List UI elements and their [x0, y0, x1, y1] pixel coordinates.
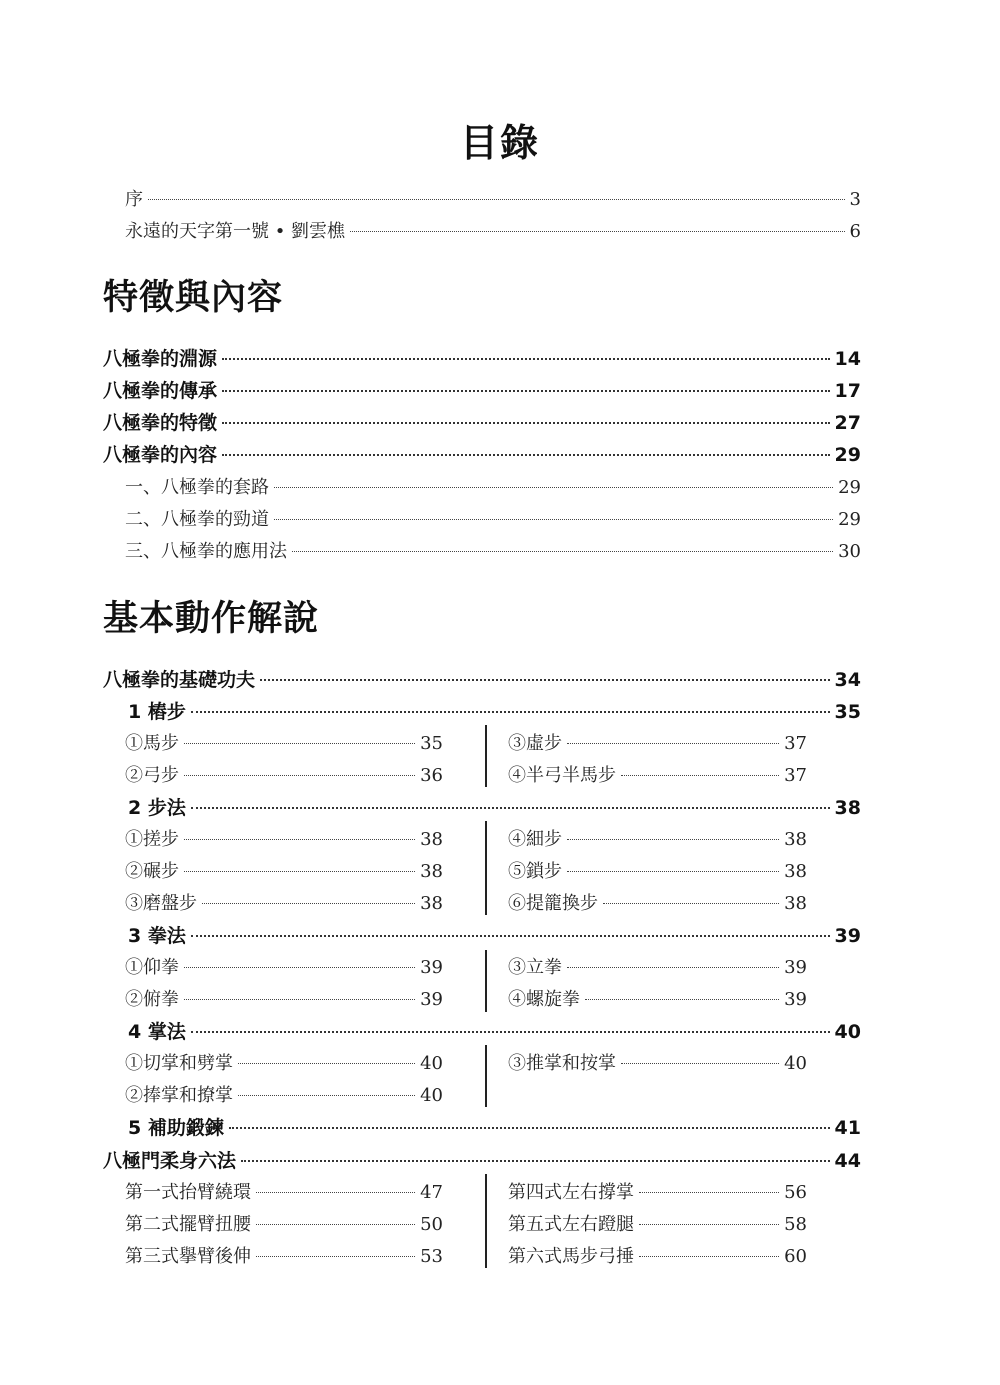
entry-page: 3	[849, 189, 861, 210]
entry-label: 第四式左右撐掌	[508, 1182, 634, 1203]
toc-entry[interactable]	[128, 921, 861, 948]
entry-label: ②捧掌和撩掌	[125, 1085, 233, 1106]
entry-page: 38	[834, 797, 861, 819]
entry-label: 第五式左右蹬腿	[508, 1214, 634, 1235]
leader-dots	[567, 743, 779, 744]
leader-dots	[603, 903, 779, 904]
toc-entry[interactable]	[125, 825, 443, 851]
entry-label: 八極拳的特徵	[103, 412, 218, 434]
leader-dots	[148, 199, 845, 200]
entry-page: 14	[834, 348, 861, 370]
leader-dots	[621, 775, 779, 776]
entry-label: 八極拳的基礎功夫	[103, 669, 256, 691]
entry-page: 39	[420, 989, 443, 1010]
leader-dots	[229, 1127, 830, 1129]
leader-dots	[184, 871, 415, 872]
leader-dots	[639, 1192, 779, 1193]
toc-entry[interactable]	[508, 1242, 807, 1268]
leader-dots	[256, 1256, 415, 1257]
entry-page: 47	[420, 1182, 443, 1203]
leader-dots	[567, 839, 779, 840]
entry-page: 44	[834, 1150, 861, 1172]
entry-page: 30	[838, 541, 861, 562]
leader-dots	[260, 679, 830, 681]
toc-entry[interactable]	[508, 761, 807, 787]
toc-entry[interactable]	[125, 985, 443, 1011]
entry-label: ①馬步	[125, 733, 179, 754]
entry-page: 38	[784, 893, 807, 914]
toc-entry[interactable]	[125, 185, 861, 211]
leader-dots	[639, 1224, 779, 1225]
entry-label: ⑥提籠換步	[508, 893, 598, 914]
entry-label: ①切掌和劈掌	[125, 1053, 233, 1074]
entry-label: 3 拳法	[128, 925, 186, 947]
column-divider	[485, 1174, 487, 1268]
entry-label: 八極門柔身六法	[103, 1150, 237, 1172]
leader-dots	[191, 807, 830, 809]
entry-label: ④半弓半馬步	[508, 765, 616, 786]
entry-page: 38	[784, 829, 807, 850]
leader-dots	[191, 935, 830, 937]
toc-entry[interactable]	[508, 1178, 807, 1204]
toc-entry[interactable]	[128, 697, 861, 724]
entry-page: 39	[784, 989, 807, 1010]
entry-page: 29	[834, 444, 861, 466]
entry-label: ①仰拳	[125, 957, 179, 978]
entry-page: 35	[834, 701, 861, 723]
entry-page: 39	[784, 957, 807, 978]
leader-dots	[222, 358, 830, 360]
entry-label: ④細步	[508, 829, 562, 850]
entry-page: 37	[784, 733, 807, 754]
leader-dots	[350, 231, 844, 232]
entry-page: 60	[784, 1246, 807, 1267]
leader-dots	[222, 454, 830, 456]
toc-entry[interactable]	[103, 1146, 861, 1173]
entry-page: 29	[838, 477, 861, 498]
entry-label: 序	[125, 189, 143, 210]
toc-entry[interactable]	[125, 473, 861, 499]
leader-dots	[202, 903, 415, 904]
leader-dots	[222, 422, 830, 424]
entry-label: ③立拳	[508, 957, 562, 978]
toc-entry[interactable]	[125, 857, 443, 883]
entry-page: 58	[784, 1214, 807, 1235]
leader-dots	[639, 1256, 779, 1257]
entry-page: 38	[420, 861, 443, 882]
toc-entry[interactable]	[128, 793, 861, 820]
column-divider	[485, 1045, 487, 1107]
entry-label: ①搓步	[125, 829, 179, 850]
entry-label: ②弓步	[125, 765, 179, 786]
leader-dots	[567, 871, 779, 872]
entry-label: ④螺旋拳	[508, 989, 580, 1010]
leader-dots	[585, 999, 779, 1000]
entry-label: ⑤鎖步	[508, 861, 562, 882]
entry-label: ③虛步	[508, 733, 562, 754]
entry-page: 41	[834, 1117, 861, 1139]
leader-dots	[184, 743, 415, 744]
toc-entry[interactable]	[125, 1178, 443, 1204]
leader-dots	[621, 1063, 779, 1064]
entry-page: 39	[420, 957, 443, 978]
entry-label: ③磨盤步	[125, 893, 197, 914]
entry-label: 4 掌法	[128, 1021, 186, 1043]
section-heading: 基本動作解說	[103, 599, 320, 639]
entry-label: ③推掌和按掌	[508, 1053, 616, 1074]
entry-label: 第三式擧臂後伸	[125, 1246, 251, 1267]
leader-dots	[292, 551, 833, 552]
entry-page: 34	[834, 669, 861, 691]
entry-label: 第一式抬臂繞環	[125, 1182, 251, 1203]
toc-entry[interactable]	[508, 857, 807, 883]
entry-label: ②俯拳	[125, 989, 179, 1010]
leader-dots	[274, 519, 833, 520]
entry-label: 八極拳的內容	[103, 444, 218, 466]
toc-entry[interactable]	[103, 440, 861, 467]
toc-entry[interactable]	[125, 761, 443, 787]
toc-entry[interactable]	[125, 1049, 443, 1075]
entry-label: 第二式擺臂扭腰	[125, 1214, 251, 1235]
entry-label: 5 補助鍛鍊	[128, 1117, 224, 1139]
entry-label: ②碾步	[125, 861, 179, 882]
toc-entry[interactable]	[125, 889, 443, 915]
leader-dots	[184, 839, 415, 840]
entry-page: 36	[420, 765, 443, 786]
toc-entry[interactable]	[125, 217, 861, 243]
toc-entry[interactable]	[125, 1242, 443, 1268]
entry-page: 56	[784, 1182, 807, 1203]
entry-page: 39	[834, 925, 861, 947]
entry-page: 50	[420, 1214, 443, 1235]
entry-label: 第六式馬步弓捶	[508, 1246, 634, 1267]
toc-entry[interactable]	[103, 408, 861, 435]
toc-entry[interactable]	[125, 1081, 443, 1107]
toc-entry[interactable]	[508, 985, 807, 1011]
section-heading: 特徵與內容	[103, 278, 284, 318]
column-divider	[485, 950, 487, 1012]
toc-entry[interactable]	[103, 665, 861, 692]
toc-entry[interactable]	[103, 376, 861, 403]
entry-page: 35	[420, 733, 443, 754]
leader-dots	[222, 390, 830, 392]
toc-entry[interactable]	[508, 1210, 807, 1236]
page-title: 目錄	[459, 121, 540, 165]
leader-dots	[191, 711, 830, 713]
entry-page: 37	[784, 765, 807, 786]
leader-dots	[184, 967, 415, 968]
leader-dots	[256, 1192, 415, 1193]
entry-page: 40	[834, 1021, 861, 1043]
toc-entry[interactable]	[125, 729, 443, 755]
entry-label: 1 樁步	[128, 701, 186, 723]
entry-page: 40	[784, 1053, 807, 1074]
leader-dots	[241, 1160, 830, 1162]
leader-dots	[238, 1095, 415, 1096]
entry-page: 6	[849, 221, 861, 242]
toc-entry[interactable]	[125, 1210, 443, 1236]
entry-page: 38	[420, 829, 443, 850]
leader-dots	[274, 487, 833, 488]
entry-label: 八極拳的傳承	[103, 380, 218, 402]
entry-label: 一、八極拳的套路	[125, 477, 269, 498]
toc-entry[interactable]	[508, 953, 807, 979]
toc-entry[interactable]	[128, 1017, 861, 1044]
leader-dots	[184, 775, 415, 776]
toc-entry[interactable]	[508, 889, 807, 915]
entry-label: 八極拳的淵源	[103, 348, 218, 370]
toc-entry[interactable]	[128, 1113, 861, 1140]
toc-entry[interactable]	[508, 825, 807, 851]
toc-entry[interactable]	[125, 953, 443, 979]
toc-entry[interactable]	[125, 505, 861, 531]
entry-label: 三、八極拳的應用法	[125, 541, 287, 562]
entry-label: 2 步法	[128, 797, 186, 819]
toc-entry[interactable]	[125, 537, 861, 563]
entry-page: 38	[420, 893, 443, 914]
leader-dots	[567, 967, 779, 968]
column-divider	[485, 725, 487, 787]
leader-dots	[191, 1031, 830, 1033]
entry-page: 17	[834, 380, 861, 402]
toc-entry[interactable]	[508, 729, 807, 755]
leader-dots	[184, 999, 415, 1000]
entry-page: 29	[838, 509, 861, 530]
leader-dots	[256, 1224, 415, 1225]
entry-label: 永遠的天字第一號 • 劉雲樵	[125, 221, 346, 242]
toc-entry[interactable]	[103, 344, 861, 371]
entry-page: 40	[420, 1053, 443, 1074]
column-divider	[485, 821, 487, 915]
entry-page: 27	[834, 412, 861, 434]
entry-page: 40	[420, 1085, 443, 1106]
leader-dots	[238, 1063, 415, 1064]
entry-label: 二、八極拳的勁道	[125, 509, 269, 530]
toc-entry[interactable]	[508, 1049, 807, 1075]
entry-page: 38	[784, 861, 807, 882]
entry-page: 53	[420, 1246, 443, 1267]
